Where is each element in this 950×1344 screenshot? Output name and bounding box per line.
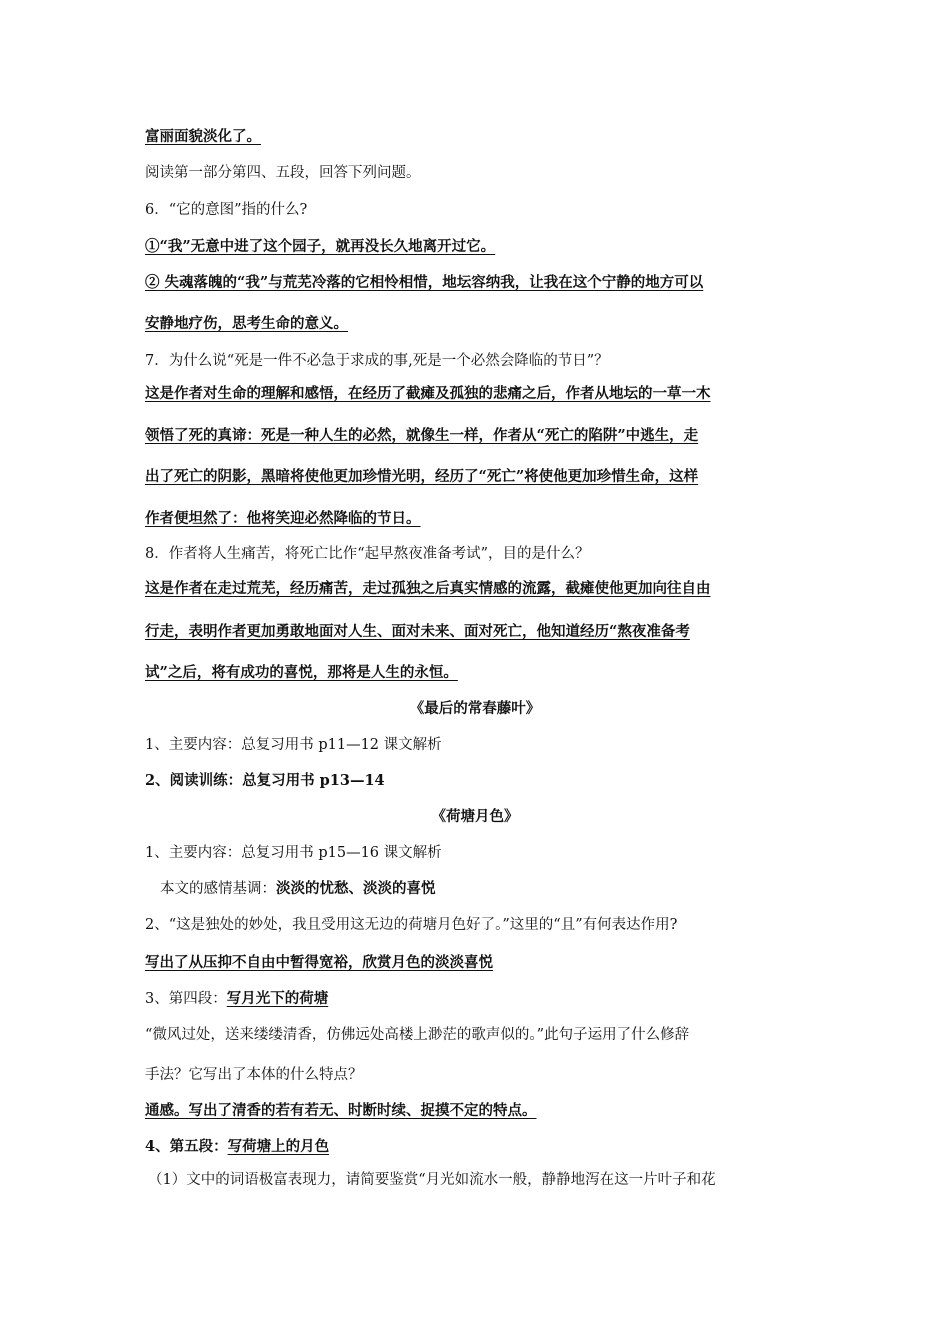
para-5-line <box>145 1137 329 1157</box>
question-rhetoric: “微风过处，送来缕缕清香，仿佛远处高楼上渺茫的歌声似的。”此句子运用了什么修辞 <box>145 1027 690 1043</box>
para-5-label: 4、第五段： <box>145 1138 228 1155</box>
answer-7-line-1: 这是作者对生命的理解和感悟，在经历了截瘫及孤独的悲痛之后，作者从地坛的一草一木 <box>145 385 711 402</box>
emotional-tone-line <box>160 879 436 899</box>
answer-rhetoric: 通感。写出了清香的若有若无、时断时续、捉摸不定的特点。 <box>145 1102 537 1119</box>
para-5-topic: 写荷塘上的月色 <box>227 1138 330 1155</box>
reading-practice-ref: 总复习用书 p13—14 <box>242 772 385 789</box>
answer-2: 写出了从压抑不自由中暂得宽裕，欣赏月色的淡淡喜悦 <box>145 954 493 971</box>
para-4-topic: 写月光下的荷塘 <box>226 990 329 1007</box>
answer-7-line-3: 出了死亡的阴影，黑暗将使他更加珍惜光明，经历了“死亡”将使他更加珍惜生命，这样 <box>145 468 699 485</box>
para-4-label: 3、第四段： <box>145 991 227 1007</box>
question-appreciation: （1）文中的词语极富表现力，请简要鉴赏“月光如流水一般，静静地泻在这一片叶子和花 <box>148 1172 716 1188</box>
answer-6-point-2: ② 失魂落魄的“我”与荒芜冷落的它相怜相惜，地坛容纳我，让我在这个宁静的地方可以 <box>145 274 704 291</box>
question-6: 6．“它的意图”指的什么? <box>145 202 308 218</box>
reading-practice-label: 2、阅读训练： <box>145 772 243 789</box>
answer-line: 富丽面貌淡化了。 <box>145 128 261 145</box>
emotional-tone-label: 本文的感情基调： <box>160 881 276 897</box>
section-title-lotus-pond: 《荷塘月色》 <box>431 808 519 825</box>
question-8: 8．作者将人生痛苦，将死亡比作“起早熬夜准备考试”，目的是什么？ <box>145 546 590 562</box>
answer-8-line-2: 行走，表明作者更加勇敢地面对人生、面对未来、面对死亡，他知道经历“熬夜准备考 <box>145 623 690 640</box>
answer-6-point-2-cont: 安静地疗伤，思考生命的意义。 <box>145 315 348 332</box>
answer-8-line-1: 这是作者在走过荒芜，经历痛苦，走过孤独之后真实情感的流露，截瘫使他更加向往自由 <box>145 580 711 597</box>
question-7: 7．为什么说“死是一件不必急于求成的事,死是一个必然会降临的节日”？ <box>145 353 609 369</box>
question-2: 2、“这是独处的妙处，我且受用这无边的荷塘月色好了。”这里的“且”有何表达作用? <box>145 917 678 933</box>
answer-7-line-4: 作者便坦然了：他将笑迎必然降临的节日。 <box>145 510 421 527</box>
section-title-last-leaf: 《最后的常春藤叶》 <box>409 700 541 717</box>
answer-7-line-2: 领悟了死的真谛：死是一种人生的必然，就像生一样，作者从“死亡的陷阱”中逃生，走 <box>145 427 699 444</box>
reading-practice-line <box>145 771 385 791</box>
emotional-tone-value: 淡淡的忧愁、淡淡的喜悦 <box>276 880 436 897</box>
para-4-line <box>145 989 328 1009</box>
answer-8-line-3: 试”之后，将有成功的喜悦，那将是人生的永恒。 <box>145 664 458 681</box>
main-content-line-2: 1、主要内容：总复习用书 p15—16 课文解析 <box>145 845 442 861</box>
question-rhetoric-cont: 手法？它写出了本体的什么特点？ <box>145 1067 363 1083</box>
instruction-line: 阅读第一部分第四、五段，回答下列问题。 <box>145 165 421 181</box>
answer-6-point-1: ①“我”无意中进了这个园子，就再没长久地离开过它。 <box>145 238 496 255</box>
main-content-line: 1、主要内容：总复习用书 p11—12 课文解析 <box>145 737 442 753</box>
